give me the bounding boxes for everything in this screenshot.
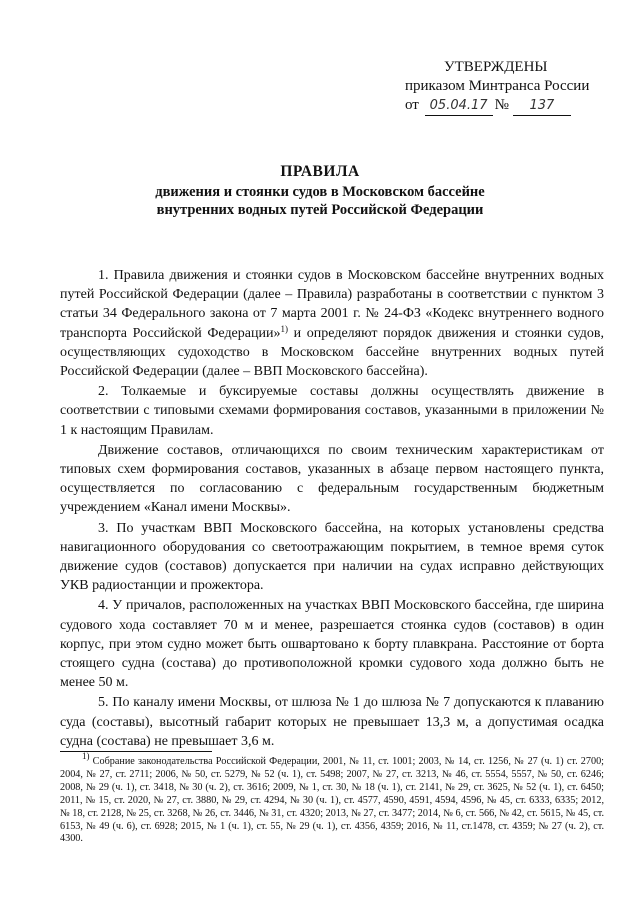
paragraph-5: 5. По каналу имени Москвы, от шлюза № 1 до шлюза № 7 допускаются к плаванию суда (составы), высотный габарит которых не превышает 13,3 м, а допустимая осадка судна (состава) не превышает 3,6 м. [60,695,604,749]
footnote-marker: 1) [82,751,90,761]
document-title [80,163,560,219]
paragraph-2-sub: Движение составов, отличающихся по своим техническим характеристикам от типовых схем формирования составов, указанных в абзаце первом настоящего пункта, осуществляется по согласованию с федеральным государственным бюджетным учреждением «Канал имени Москвы». [60,442,604,516]
date-prefix: от [405,97,419,113]
paragraph-3: 3. По участкам ВВП Московского бассейна, на которых установлены средства навигационного оборудования со светоотражающим покрытием, в темное время суток движение судов (составов) допускается при наличии на судах исправно действующих УКВ радиостанции и прожектора. [60,520,604,594]
handwritten-number: 137 [513,96,571,116]
paragraph-1 [60,266,604,381]
handwritten-date: 05.04.17 [425,96,493,116]
footnote [60,751,604,846]
paragraph-1-text-b: и определяют порядок движения и стоянки судов, осуществляющих судоходство в Московском бассейне внутренних водных путей Российской Федерации (далее – ВВП Московского бассейна). [60,325,604,380]
paragraph-2: 2. Толкаемые и буксируемые составы должны осуществлять движение в соответствии с типовыми схемами формирования составов, указанными в приложении № 1 к настоящим Правилам. [60,384,604,438]
approval-stamp [405,58,605,116]
approval-order: приказом Минтранса России [405,78,590,94]
paragraph-4: 4. У причалов, расположенных на участках ВВП Московского бассейна, где ширина судового хода составляет 70 м и менее, разрешается стоянка судов (составов) в один корпус, при этом судно может быть ошвартовано к борту плавкрана. Расстояние от борта стоящего судна (состава) до противоположной кромки судового хода должно быть не менее 50 м. [60,598,604,691]
approval-date-line [405,96,605,116]
title-line-2: движения и стоянки судов в Московском бассейне [155,184,485,200]
approval-heading: УТВЕРЖДЕНЫ [444,59,548,75]
document-body [60,266,604,751]
number-prefix: № [494,97,509,113]
paragraph-1-text-a: 1. Правила движения и стоянки судов в Московском бассейне внутренних водных путей Российской Федерации (далее – Правила) разработаны в соответствии с пунктом 3 статьи 34 Федерального закона от 7 марта 2001 г. № 24-ФЗ «Кодекс внутреннего водного транспорта Российской Федерации» [60,268,604,341]
footnote-ref: 1) [280,323,288,334]
footnote-text: Собрание законодательства Российской Федерации, 2001, № 11, ст. 1001; 2003, № 14, ст. 1256, № 27 (ч. 1) ст. 2700; 2004, № 27, ст. 2711; 2006, № 50, ст. 5279, № 52 (ч. 1), ст. 5498; 2007, № 27, ст. 3213, № 46, ст. 5554, 5557, № 50, ст. 6246; 2008, № 29 (ч. 1), ст. 3418, № 30 (ч. 2), ст. 3616; 2009, № 1, ст. 30, № 18 (ч. 1), ст. 2141, № 29, ст. 3625, № 52 (ч. 1), ст. 6450; 2011, № 15, ст. 2020, № 27, ст. 3880, № 29, ст. 4294, № 30 (ч. 1), ст. 4577, 4590, 4591, 4594, 4596, № 45, ст. 6333, 6335; 2012, № 18, ст. 2128, № 25, ст. 3268, № 26, ст. 3446, № 31, ст. 4320; 2013, № 27, ст. 3477; 2014, № 6, ст. 566, № 42, ст. 5615, № 45, ст. 6153, № 49 (ч. 6), ст. 6928; 2015, № 1 (ч. 1), ст. 55, № 29 (ч. 1), ст. 4356, 4359; 2016, № 11, ст.1478, ст. 4359; № 27 (ч. 2), ст. 4300. [60,756,604,845]
title-main: ПРАВИЛА [280,163,360,180]
title-line-3: внутренних водных путей Российской Федерации [156,202,484,218]
